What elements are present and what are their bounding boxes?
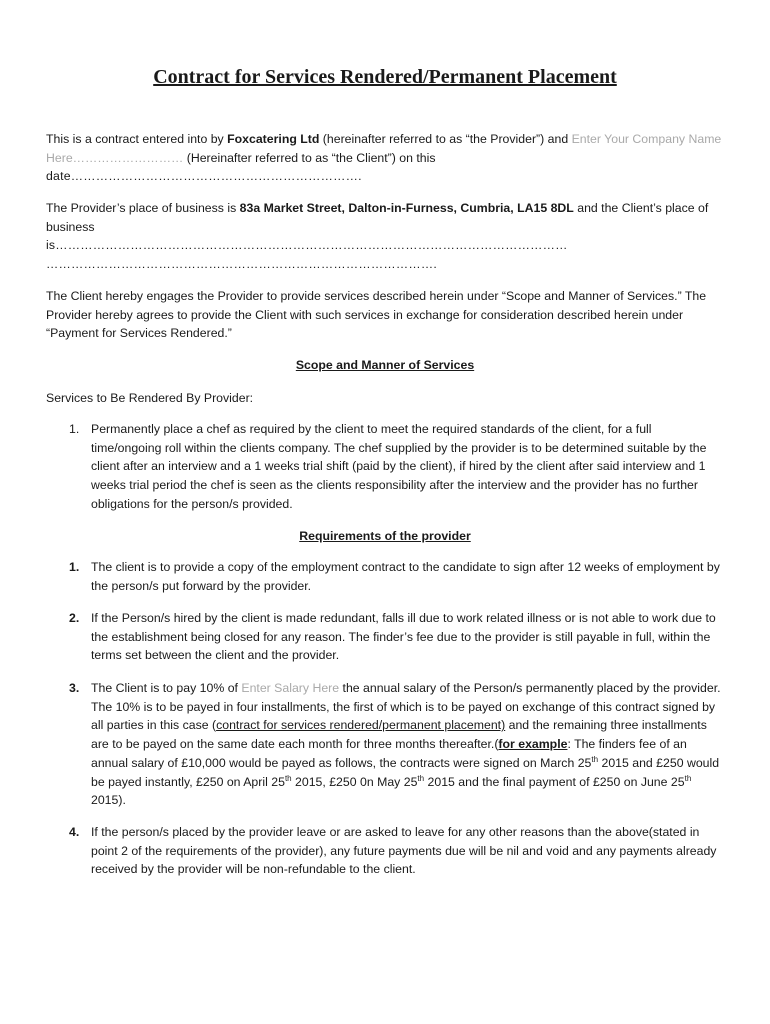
list-number: 1. (69, 422, 80, 436)
list-item-text: If the Person/s hired by the client is made redundant, falls ill due to work related illness or is not able to work due to the establishment being closed for any reason. The finder’s fee due to the provider is still payable in full, within the terms set between the client and the provider. (91, 611, 716, 663)
list-number: 1. (69, 560, 80, 574)
page-title: Contract for Services Rendered/Permanent Placement (153, 66, 617, 88)
list-number: 2. (69, 611, 80, 625)
service-item (46, 420, 724, 514)
services-label: Services to Be Rendered By Provider: (46, 391, 254, 405)
list-item-text: If the person/s placed by the provider leave or are asked to leave for any other reasons than the above(stated in point 2 of the requirements of the provider), any future payments due will be nil and void and any payments already received by the provider will be non-refundable to the client. (91, 825, 717, 877)
requirement-4 (46, 823, 724, 879)
example-label: for example (498, 737, 568, 752)
list-number: 3. (69, 681, 80, 695)
list-item-text: Permanently place a chef as required by the client to meet the required standards of the client, for a full time/ongoing roll within the clients company. The chef supplied by the provider is to be determined suitable by the client after an interview and a 1 weeks trial shift (paid by the client), if hired by the client after said interview and 1 weeks trial period the chef is seen as the clients responsibility after the interview and the provider has no further obligations for the person/s provided. (91, 422, 707, 511)
list-number: 4. (69, 825, 80, 839)
requirement-1 (46, 558, 724, 595)
company-name-field[interactable]: Enter Your Company Name Here……………………… (46, 132, 722, 165)
provider-name: Foxcatering Ltd (227, 132, 320, 146)
provider-address: 83a Market Street, Dalton-in-Furness, Cumbria, LA15 8DL (239, 201, 574, 215)
intro-text: This is a contract entered into by (46, 132, 228, 146)
place-text: The Provider’s place of business is (46, 201, 240, 215)
client-address-line-2[interactable]: …………………………………………………………………………………. (46, 257, 438, 272)
requirement-3 (46, 679, 724, 810)
intro-text: (hereinafter referred to as “the Provider”) and (319, 132, 572, 146)
date-line[interactable]: date……………………………………………………………. (46, 169, 362, 184)
list-item-text: The Client is to pay 10% of Enter Salary Here the annual salary of the Person/s permanently placed by the provider. The 10% is to be payed in four installments, the first of which is to be payed on exchange of this contract signed by all parties in this case (contract for services rendered/permanent placement) and the remaining three installments are to be payed on the same date each month for three months thereafter.(for example: The finders fee of an annual salary of £10,000 would be payed as follows, the contracts were signed on March 25th 2015 and £250 would be payed instantly, £250 on April 25th 2015, £250 0n May 25th 2015 and the final payment of £250 on June 25th 2015). (91, 681, 721, 808)
scope-heading: Scope and Manner of Services (295, 358, 475, 372)
intro-paragraph (46, 130, 724, 186)
requirement-2 (46, 609, 724, 665)
requirements-heading: Requirements of the provider (299, 529, 471, 543)
client-address-line-1[interactable]: is…………………………………………………………………………………………………………… (46, 238, 568, 253)
list-item-text: The client is to provide a copy of the employment contract to the candidate to sign after 12 weeks of employment by the person/s put forward by the provider. (91, 560, 720, 593)
engage-paragraph: The Client hereby engages the Provider to provide services described herein under “Scope and Manner of Services.” The Provider hereby agrees to provide the Client with such services in exchange for consideration described herein under “Payment for Services Rendered.” (46, 289, 707, 341)
place-paragraph (46, 199, 724, 274)
salary-field[interactable]: Enter Salary Here (241, 681, 340, 695)
intro-text: (Hereinafter referred to as “the Client”) on this (183, 150, 436, 165)
contract-reference: contract for services rendered/permanent placement) (216, 718, 506, 733)
place-text: and the Client’s place of business (46, 201, 709, 234)
